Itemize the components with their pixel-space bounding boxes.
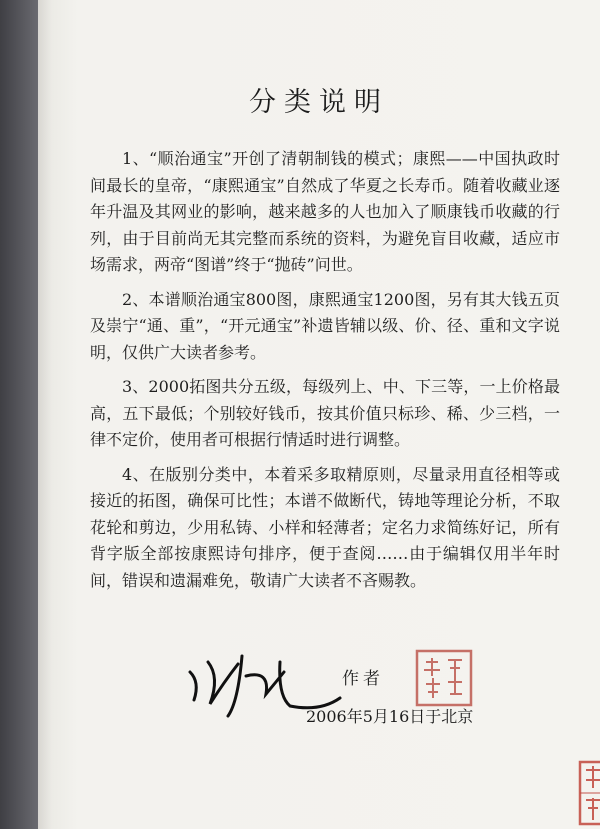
author-label: 作者	[342, 669, 384, 689]
page-title: 分类说明	[249, 87, 389, 118]
paragraph-4: 4、在版别分类中，本着采多取精原则，尽量录用直径相等或接近的拓图，确保可比性；本谱不做断代，铸地等理论分析，不取花轮和剪边，少用私铸、小样和轻薄者；定名力求简练好记，所有背字版全部按康熙诗句排序，便于查阅……由于编辑仅用半年时间，错误和遗漏难免，敬请广大读者不吝赐教。	[90, 464, 560, 590]
body-text	[90, 146, 560, 602]
author-seal-stamp	[414, 648, 474, 708]
paragraph-1: 1、“顺治通宝”开创了清朝制钱的模式；康熙——中国执政时间最长的皇帝，“康熙通宝”自然成了华夏之长寿币。随着收藏业逐年升温及其网业的影响，越来越多的人也加入了顺康钱币收藏的行列，由于目前尚无其完整而系统的资料，为避免盲目收藏，适应市场需求，两帝“图谱”终于“抛砖”问世。	[90, 149, 560, 274]
book-spine-shadow	[0, 0, 38, 829]
date-line: 2006年5月16日于北京	[306, 707, 474, 726]
paragraph-2: 2、本谱顺治通宝800图，康熙通宝1200图，另有其大钱五页及崇宁“通、重”，“开元通宝”补遗皆辅以级、价、径、重和文字说明，仅供广大读者参考。	[90, 289, 560, 362]
book-page	[38, 0, 600, 829]
paragraph-3: 3、2000拓图共分五级，每级列上、中、下三等，一上价格最高，五下最低；个别较好钱币，按其价值只标珍、稀、少三档，一律不定价，使用者可根据行情适时进行调整。	[90, 377, 560, 449]
library-seal-stamp	[578, 760, 600, 826]
